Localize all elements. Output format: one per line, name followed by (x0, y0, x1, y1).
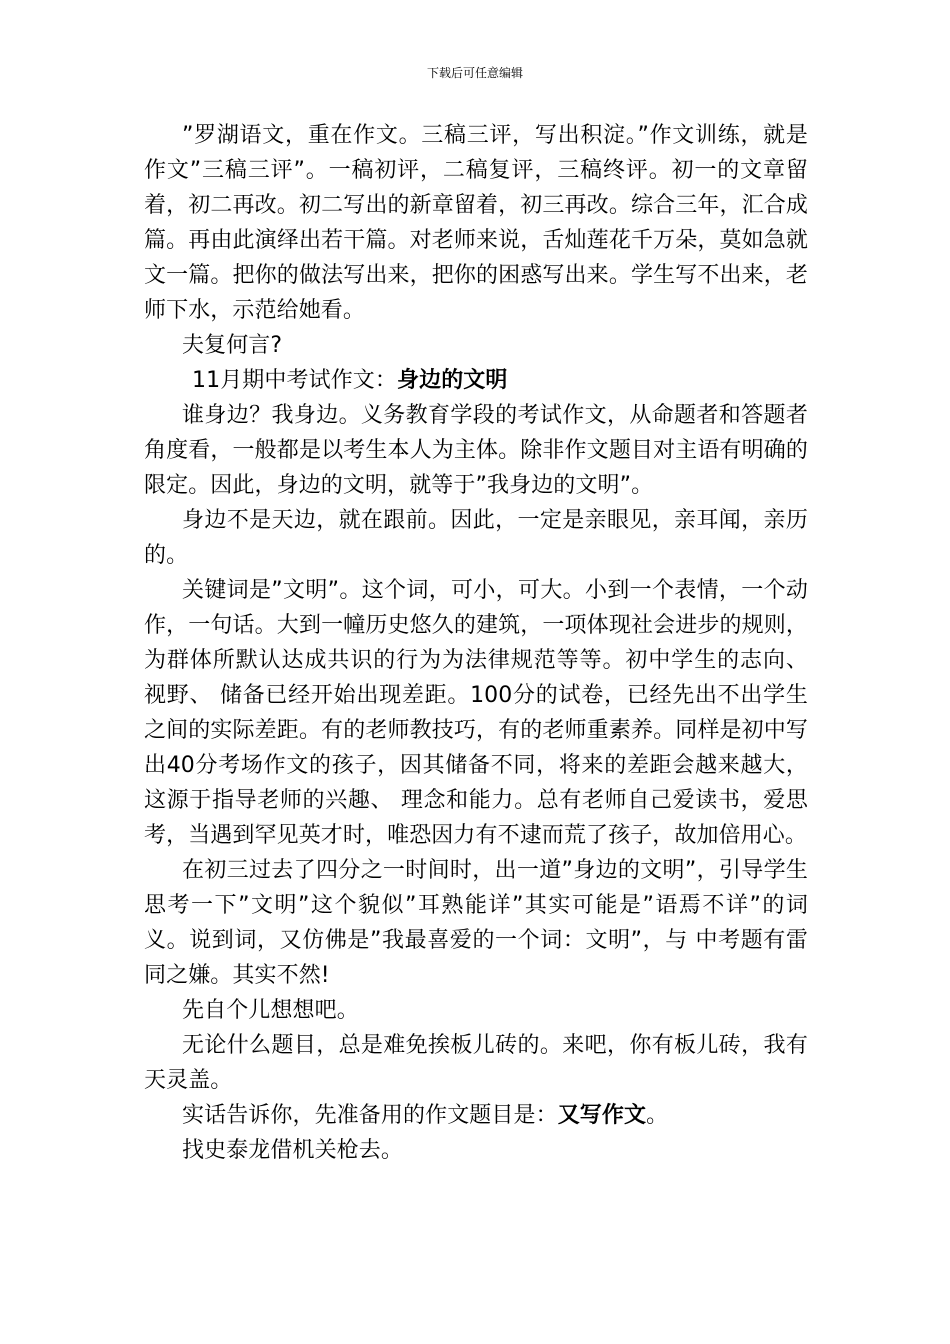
exam-topic-heading (144, 363, 808, 398)
paragraph-brick: 无论什么题目，总是难免挨板儿砖的。来吧，你有板儿砖，我有天灵盖。 (144, 1033, 808, 1093)
paragraph-backup-topic (144, 1098, 808, 1133)
paragraph-think: 先自个儿想想吧。 (182, 998, 359, 1023)
backup-topic-prefix: 实话告诉你，先准备用的作文题目是： (182, 1103, 558, 1128)
document-body (144, 118, 808, 1168)
page-header: 下载后可任意编辑 (426, 66, 523, 80)
paragraph-nearby: 身边不是天边，就在跟前。因此，一定是亲眼见，亲耳闻，亲历的。 (144, 508, 808, 568)
paragraph-intro: ”罗湖语文，重在作文。三稿三评，写出积淀。”作文训练，就是作文”三稿三评”。一稿初评，二稿复评，三稿终评。初一的文章留着，初二再改。初二写出的新章留着，初三再改。综合三年，汇合成篇。再由此演绎出若干篇。对老师来说，舌灿莲花千万朵，莫如急就文一篇。把你的做法写出来，把你的困惑写出来。学生写不出来，老师下水，示范给她看。 (144, 123, 808, 323)
paragraph-closing: 找史泰龙借机关枪去。 (182, 1138, 404, 1163)
backup-topic-title: 又写作文 (557, 1103, 647, 1128)
exam-topic-prefix: 11月期中考试作文： (192, 368, 397, 393)
paragraph-keyword: 关键词是”文明”。这个词，可小，可大。小到一个表情，一个动作，一句话。大到一幢历史悠久的建筑，一项体现社会进步的规则，为群体所默认达成共识的行为为法律规范等等。初中学生的志向、 视野、 储备已经开始出现差距。100分的试卷，已经先出不出学生之间的实际差距。有的老师教技巧，有的老师重素养。同样是初中写出40分考场作文的孩子，因其储备不同，将来的差距会越来越大，这源于指导老师的兴趣、 理念和能力。总有老师自己爱读书，爱思考，当遇到罕见英才时，唯恐因力有不逮而荒了孩子，故加倍用心。 (144, 578, 808, 848)
paragraph-whose-side: 谁身边？我身边。义务教育学段的考试作文，从命题者和答题者角度看，一般都是以考生本人为主体。除非作文题目对主语有明确的限定。因此，身边的文明，就等于”我身边的文明”。 (144, 403, 808, 498)
paragraph-rhetorical: 夫复何言? (182, 333, 283, 358)
exam-topic-title: 身边的文明 (397, 368, 508, 393)
backup-topic-suffix: 。 (646, 1103, 669, 1128)
paragraph-grade-three: 在初三过去了四分之一时间时，出一道”身边的文明”，引导学生思考一下”文明”这个貌似”耳熟能详”其实可能是”语焉不详”的词义。说到词，又仿佛是”我最喜爱的一个词：文明”，与 中考题有雷同之嫌。其实不然! (144, 858, 808, 988)
